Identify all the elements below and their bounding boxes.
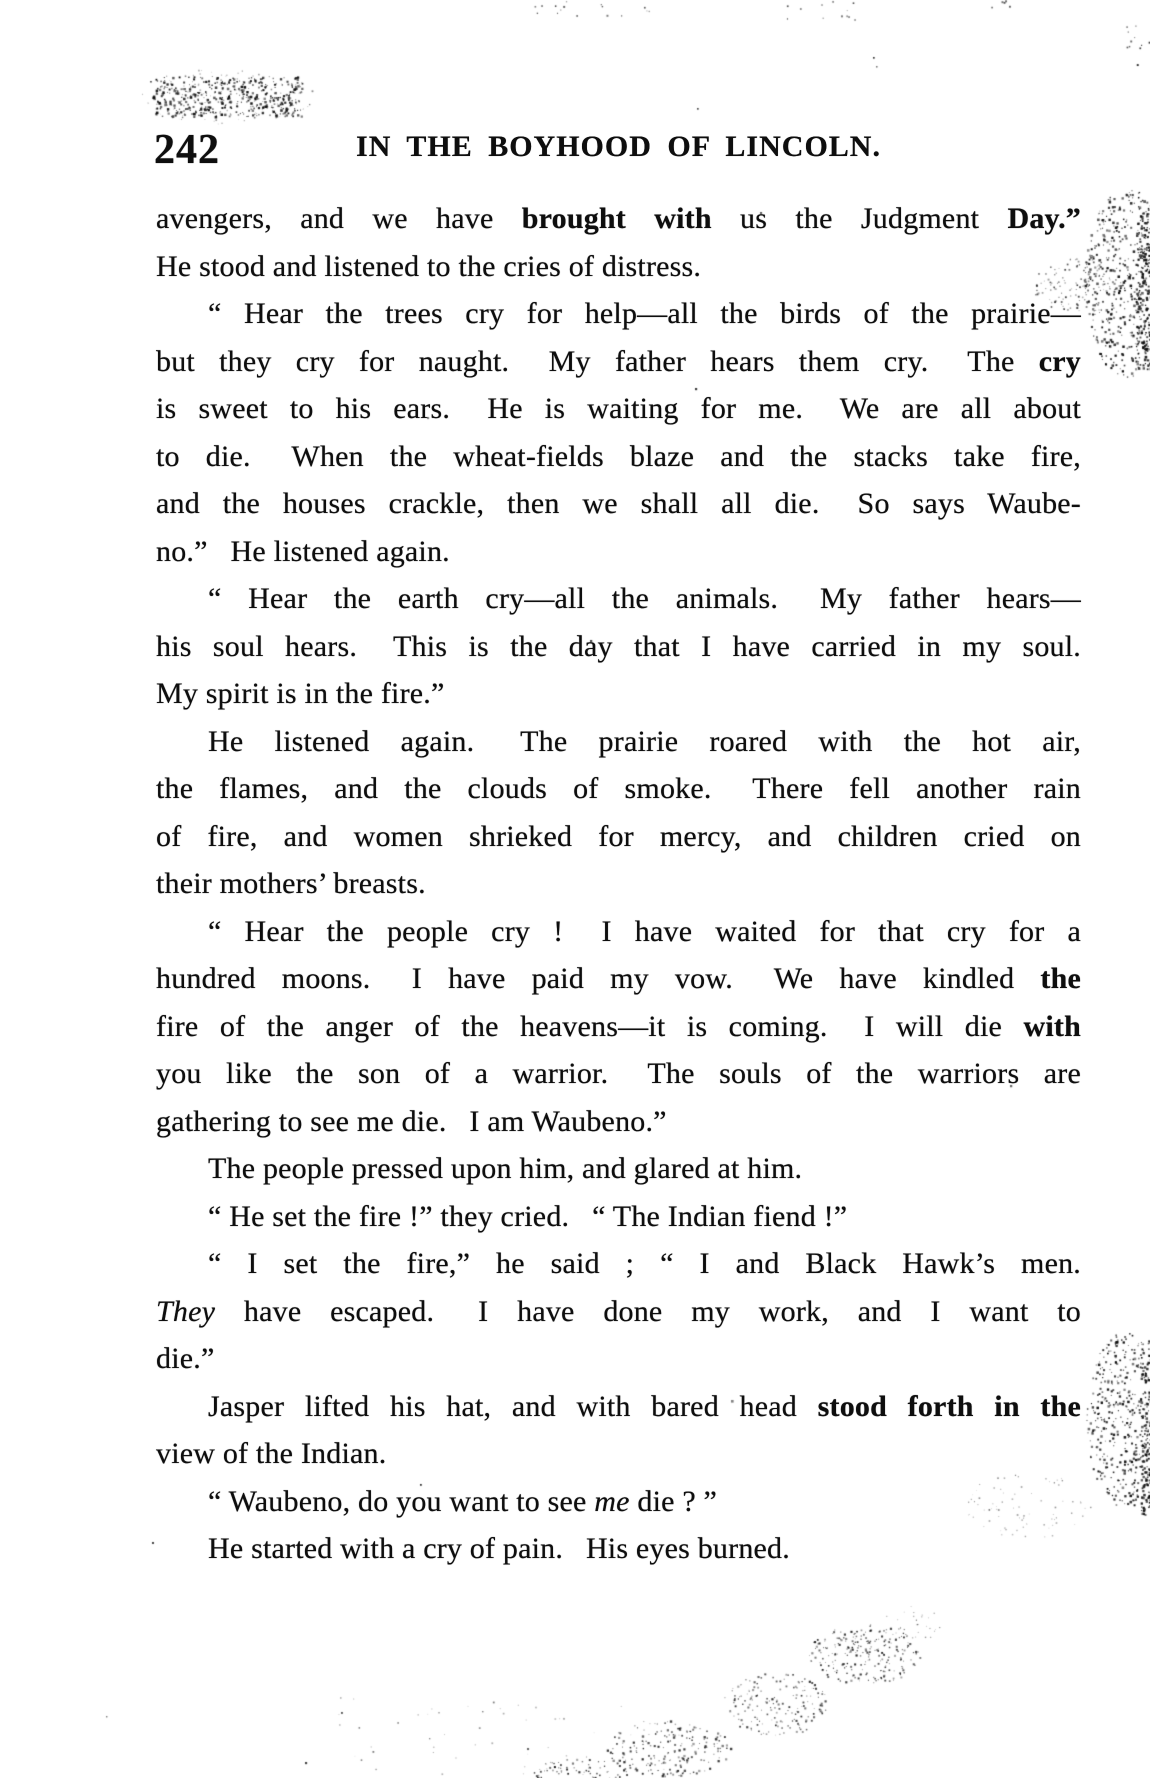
text-segment: cry [1038,344,1081,378]
text-line [156,385,1081,433]
text-segment: have escaped. I have done my work, and I want to [215,1294,1081,1328]
text-line [156,1288,1081,1336]
text-line [156,1430,1081,1478]
text-segment: to die. When the wheat-fields blaze and the stacks take fire, [156,439,1081,473]
text-segment: is sweet to his ears. He is waiting for me. We are all about [156,392,1081,425]
text-segment: avengers, and we have [156,202,522,235]
running-header: IN THE BOYHOOD OF LINCOLN. [356,130,881,163]
text-segment: the flames, and the clouds of smoke. There fell another rain [156,772,1081,805]
text-line [156,860,1081,908]
text-segment: “ He set the fire !” they cried. “ The Indian fiend !” [208,1199,848,1233]
text-line [156,338,1081,386]
text-segment: me [594,1484,630,1518]
text-segment: and the houses crackle, then we shall all die. So says Waube- [156,487,1081,520]
text-segment: hundred moons. I have paid my vow. We have kindled [156,962,1041,995]
text-line [156,1003,1081,1051]
page-number: 242 [154,127,220,173]
text-segment: He started with a cry of pain. His eyes burned. [208,1532,790,1565]
text-segment: “ Waubeno, do you want to see [208,1484,595,1518]
text-line [156,575,1081,623]
text-segment: He stood and listened to the cries of distress. [156,249,702,283]
text-line [156,1478,1081,1526]
text-line [156,433,1081,481]
text-line [156,1240,1081,1288]
text-line [156,290,1081,338]
text-line [156,1050,1081,1098]
text-line [156,813,1081,861]
text-segment: They [156,1294,216,1328]
text-segment: brought with [521,202,712,235]
text-line [156,955,1081,1003]
text-segment: The people pressed upon him, and glared at him. [208,1152,803,1185]
text-segment: Day.” [1007,202,1081,235]
text-segment: no.” He listened again. [156,534,450,568]
text-segment: gathering to see me die. I am Waubeno.” [156,1104,667,1138]
text-line [156,1383,1081,1431]
text-segment: “ Hear the trees cry for help—all the birds of the prairie— [208,297,1081,330]
text-segment: “ Hear the people cry ! I have waited for that cry for a [208,914,1081,948]
text-line [156,1098,1081,1146]
text-segment: us the Judgment [711,202,1008,235]
text-segment: stood forth in the [817,1389,1081,1423]
text-segment: with [1023,1009,1081,1043]
text-line [156,480,1081,528]
text-segment: you like the son of a warrior. The souls of the warriors are [156,1057,1081,1090]
text-line [156,195,1081,243]
text-line [156,243,1081,291]
text-segment: My spirit is in the fire.” [156,677,445,710]
text-line [156,908,1081,956]
text-segment: his soul hears. This is the day that I have carried in my soul. [156,629,1081,663]
text-line [156,670,1081,718]
text-segment: view of the Indian. [156,1437,387,1470]
text-segment: die ? ” [629,1484,718,1518]
text-line [156,1193,1081,1241]
text-line [156,623,1081,671]
page-body [156,195,1081,1573]
text-line [156,1525,1081,1573]
text-segment: die.” [156,1342,215,1375]
text-segment: the [1040,962,1081,995]
text-segment: “ I set the fire,” he said ; “ I and Black Hawk’s men. [208,1247,1081,1280]
text-segment: “ Hear the earth cry—all the animals. My father hears— [208,582,1081,615]
text-line [156,1335,1081,1383]
text-segment: of fire, and women shrieked for mercy, and children cried on [156,819,1081,853]
text-line [156,765,1081,813]
text-segment: their mothers’ breasts. [156,867,426,900]
text-line [156,1145,1081,1193]
text-segment: Jasper lifted his hat, and with bared head [208,1389,818,1423]
text-segment: He listened again. The prairie roared with the hot air, [208,724,1081,758]
text-line [156,718,1081,766]
text-segment: but they cry for naught. My father hears them cry. The [156,344,1039,378]
text-line [156,528,1081,576]
text-segment: fire of the anger of the heavens—it is coming. I will die [156,1009,1024,1043]
